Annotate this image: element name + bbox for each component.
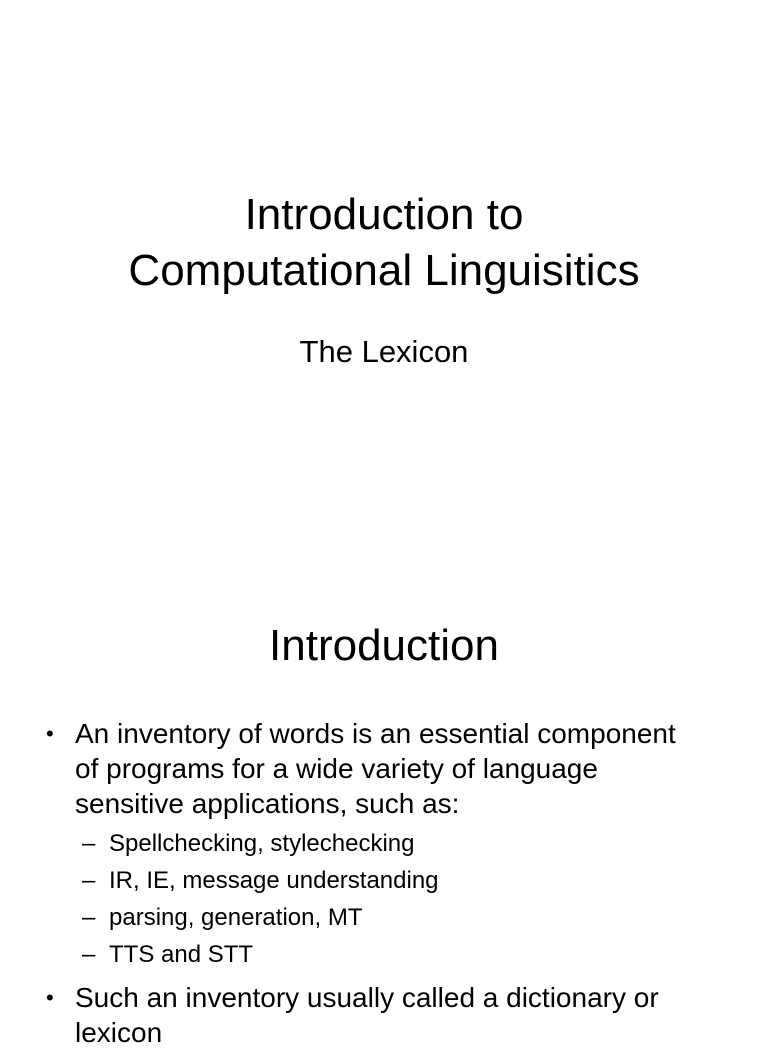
sub-bullet-text: Spellchecking, stylechecking [109,830,415,857]
sub-bullet-list [82,829,722,977]
slide-heading: Introduction [269,621,499,670]
bullet-marker: • [46,721,54,746]
bullet-text: An inventory of words is an essential component of programs for a wide variety of language sensitive applications, such as: [75,718,676,819]
sub-bullet-text: parsing, generation, MT [109,904,363,931]
slide-subtitle: The Lexicon [299,334,469,369]
slide-title-line-2: Computational Linguisitics [128,246,640,295]
sub-bullet-text: TTS and STT [109,941,254,968]
sub-bullet-item [82,866,722,903]
bullet-marker: • [46,985,54,1010]
dash-marker: – [82,867,96,894]
sub-bullet-item [82,940,722,977]
sub-bullet-item [82,829,722,866]
bullet-text: Such an inventory usually called a dictionary or lexicon [75,982,659,1048]
sub-bullet-text: IR, IE, message understanding [109,867,439,894]
dash-marker: – [82,830,96,857]
dash-marker: – [82,904,96,931]
introduction-slide [0,576,768,1048]
slide-title-line-1: Introduction to [244,190,524,239]
bullet-item [46,980,746,1060]
dash-marker: – [82,941,96,968]
bullet-item [46,716,746,826]
sub-bullet-item [82,903,722,940]
